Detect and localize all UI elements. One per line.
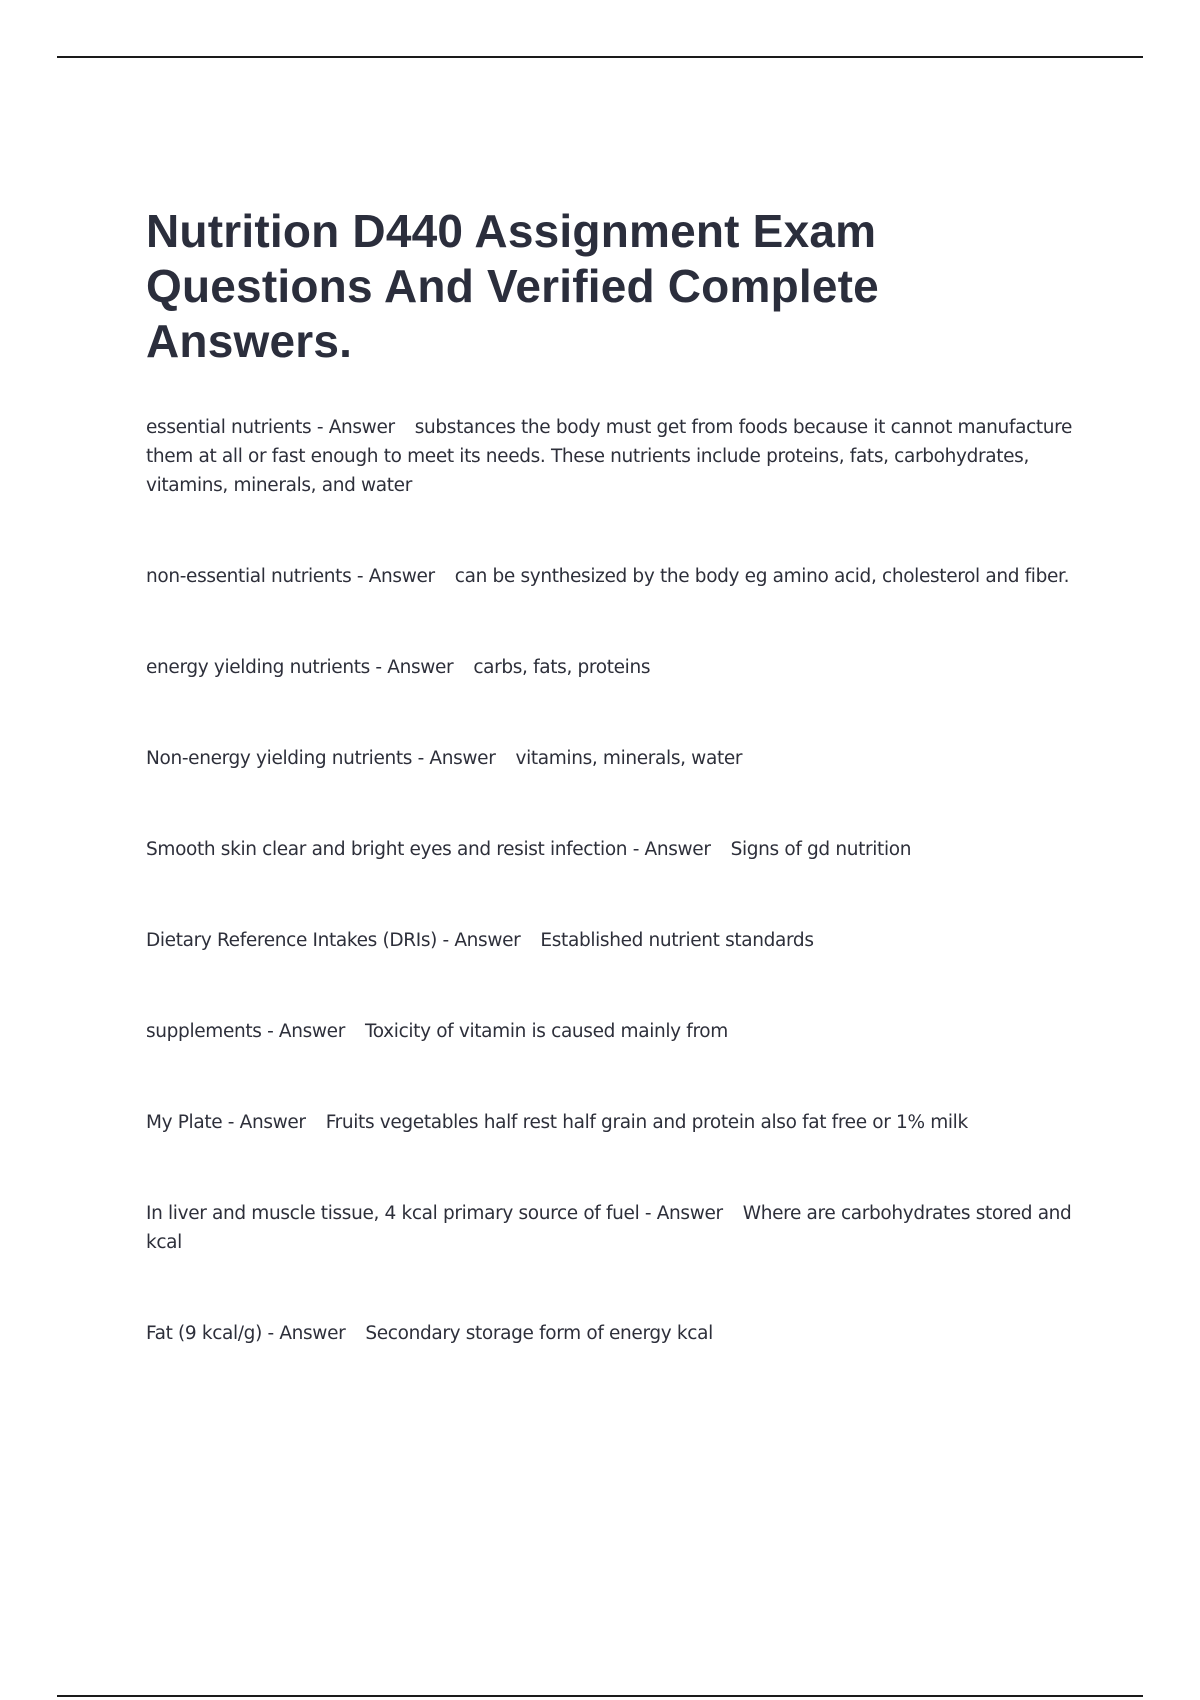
qa-answer: can be synthesized by the body eg amino acid, cholesterol and fiber.: [454, 566, 1070, 587]
qa-term: Non-energy yielding nutrients - Answer: [146, 748, 496, 769]
qa-answer: vitamins, minerals, water: [515, 748, 743, 769]
qa-item: [146, 1108, 1081, 1137]
qa-item: [146, 1017, 1081, 1046]
qa-item: [146, 653, 1081, 682]
qa-answer: Toxicity of vitamin is caused mainly from: [364, 1021, 728, 1042]
qa-term: Fat (9 kcal/g) - Answer: [146, 1323, 346, 1344]
document-body: [146, 204, 1081, 1410]
qa-term: essential nutrients - Answer: [146, 417, 395, 438]
document-title: Nutrition D440 Assignment Exam Questions And Verified Complete Answers.: [146, 205, 879, 367]
qa-term: Smooth skin clear and bright eyes and resist infection - Answer: [146, 839, 711, 860]
top-rule: [57, 56, 1143, 58]
qa-item: [146, 835, 1081, 864]
qa-item: [146, 744, 1081, 773]
qa-answer: Where are carbohydrates stored and kcal: [146, 1203, 1072, 1253]
qa-item: [146, 1319, 1081, 1348]
qa-item: [146, 926, 1081, 955]
qa-term: supplements - Answer: [146, 1021, 345, 1042]
qa-term: My Plate - Answer: [146, 1112, 306, 1133]
qa-item: [146, 562, 1081, 591]
qa-item: [146, 413, 1081, 500]
qa-term: non-essential nutrients - Answer: [146, 566, 435, 587]
qa-answer: substances the body must get from foods because it cannot manufacture them at all or fast enough to meet its needs. These nutrients include proteins, fats, carbohydrates, vitamins, minerals, and water: [146, 417, 1073, 496]
qa-item: [146, 1199, 1081, 1257]
qa-list: [146, 413, 1081, 1348]
qa-term: energy yielding nutrients - Answer: [146, 657, 454, 678]
qa-term: Dietary Reference Intakes (DRIs) - Answer: [146, 930, 521, 951]
qa-answer: Established nutrient standards: [540, 930, 814, 951]
qa-answer: Fruits vegetables half rest half grain and protein also fat free or 1% milk: [325, 1112, 968, 1133]
qa-answer: Secondary storage form of energy kcal: [365, 1323, 713, 1344]
bottom-rule: [57, 1695, 1143, 1697]
qa-term: In liver and muscle tissue, 4 kcal primary source of fuel - Answer: [146, 1203, 723, 1224]
qa-answer: Signs of gd nutrition: [730, 839, 912, 860]
qa-answer: carbs, fats, proteins: [473, 657, 651, 678]
